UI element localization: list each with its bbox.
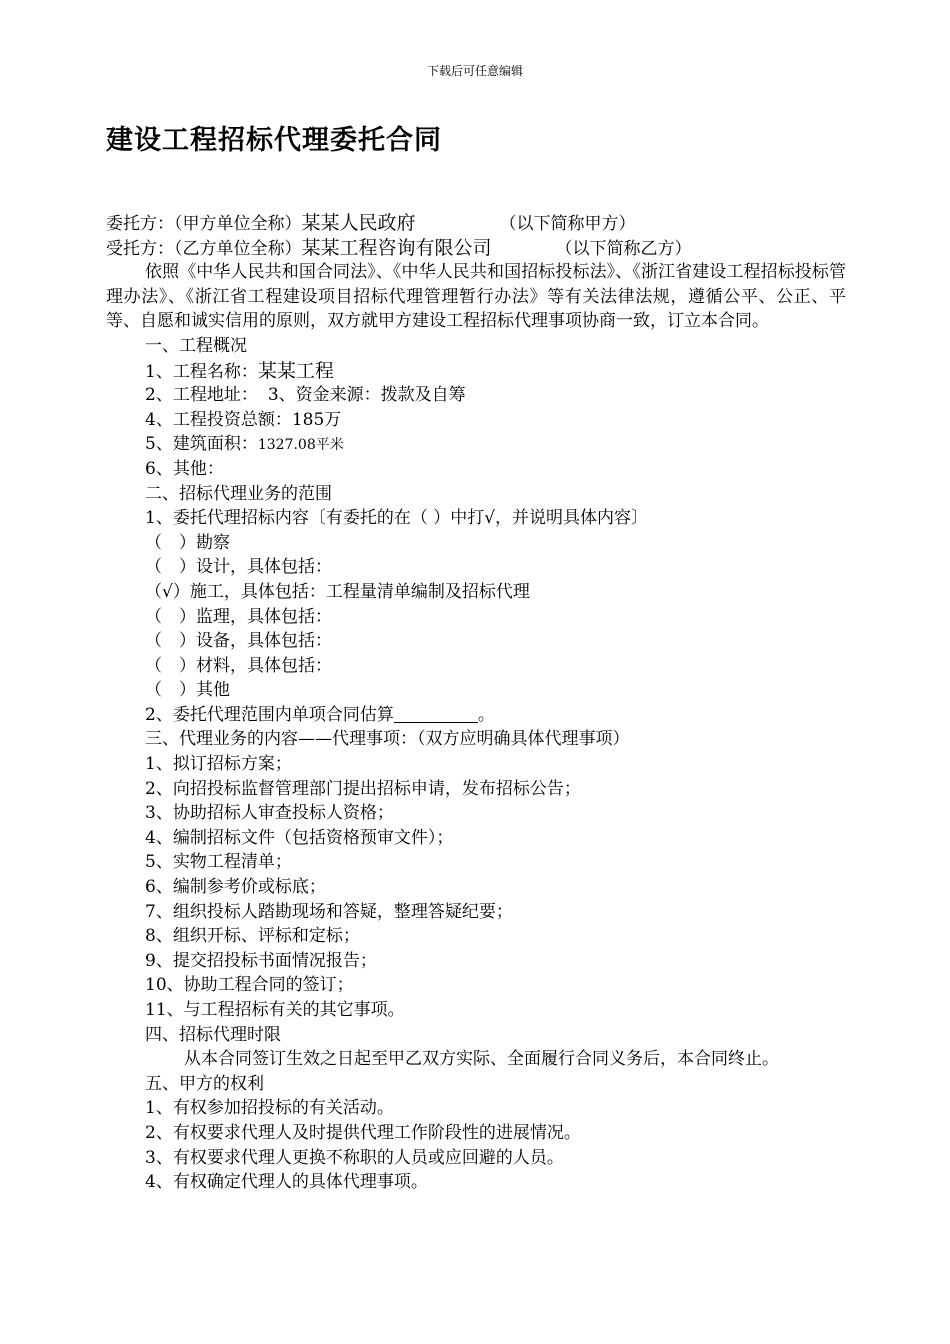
agency-item: 8、组织开标、评标和定标；	[145, 926, 360, 947]
party-a-name: 某某人民政府	[301, 212, 416, 234]
agency-item: 6、编制参考价或标底；	[145, 877, 326, 898]
scope-option: （ ）勘察	[145, 532, 230, 553]
other-line: 6、其他：	[145, 458, 224, 479]
agency-item: 3、协助招标人审查投标人资格；	[145, 803, 394, 824]
project-name-value: 某某工程	[257, 359, 334, 382]
rights-item: 3、有权要求代理人更换不称职的人员或应回避的人员。	[145, 1147, 564, 1168]
section1-heading: 一、工程概况	[145, 335, 247, 356]
intro-paragraph: 依照《中华人民共和国合同法》、《中华人民共和国招标投标法》、《浙江省建设工程招标投标管理办法》、《浙江省工程建设项目招标代理管理暂行办法》等有关法律法规，遵循公平、公正、平等、自愿和诚实信用的原则，双方就甲方建设工程招标代理事项协商一致，订立本合同。	[106, 262, 846, 332]
party-a-label: 委托方：（甲方单位全称）	[106, 214, 302, 234]
project-name-line	[106, 359, 846, 384]
section4-heading: 四、招标代理时限	[145, 1024, 281, 1045]
party-a-alias: （以下简称甲方）	[499, 214, 636, 234]
rights-item: 2、有权要求代理人及时提供代理工作阶段性的进展情况。	[145, 1122, 581, 1143]
address-label: 2、工程地址：	[145, 385, 258, 406]
term-text: 从本合同签订生效之日起至甲乙双方实际、全面履行合同义务后，本合同终止。	[184, 1049, 779, 1070]
agency-item: 7、组织投标人踏勘现场和答疑，整理答疑纪要；	[145, 901, 513, 922]
agency-item: 11、与工程招标有关的其它事项。	[145, 1000, 405, 1020]
page-title: 建设工程招标代理委托合同	[106, 125, 442, 156]
scope-option: （ ）材料，具体包括：	[145, 655, 332, 676]
area-label: 5、建筑面积：	[145, 434, 258, 455]
area-line	[106, 432, 846, 457]
investment-line: 4、工程投资总额：185万	[145, 409, 342, 430]
party-b-label: 受托方：（乙方单位全称）	[106, 238, 302, 259]
scope-item2-suffix: 。	[477, 704, 495, 725]
agency-item: 1、拟订招标方案；	[145, 754, 292, 775]
contract-body	[106, 211, 846, 1195]
party-a-line	[106, 211, 846, 236]
section3-heading: 三、代理业务的内容——代理事项：（双方应明确具体代理事项）	[145, 729, 630, 750]
rights-item: 4、有权确定代理人的具体代理事项。	[145, 1172, 428, 1193]
agency-item: 9、提交招投标书面情况报告；	[145, 950, 377, 971]
agency-item: 5、实物工程清单；	[145, 852, 292, 873]
party-b-alias: （以下简称乙方）	[555, 238, 692, 259]
header-note: 下载后可任意编辑	[426, 64, 523, 78]
scope-item2	[106, 703, 846, 728]
funding-source: 3、资金来源：拨款及自筹	[267, 385, 466, 406]
scope-item1: 1、委托代理招标内容〔有委托的在（ ）中打√，并说明具体内容〕	[145, 508, 649, 529]
agency-item: 10、协助工程合同的签订；	[145, 975, 354, 996]
party-b-name: 某某工程咨询有限公司	[301, 236, 492, 259]
scope-option: （√）施工，具体包括：工程量清单编制及招标代理	[145, 581, 530, 602]
scope-option: （ ）监理，具体包括：	[145, 606, 332, 627]
project-name-label: 1、工程名称：	[145, 361, 258, 382]
section2-heading: 二、招标代理业务的范围	[145, 483, 332, 504]
section5-heading: 五、甲方的权利	[145, 1073, 264, 1094]
rights-item: 1、有权参加招投标的有关活动。	[145, 1098, 394, 1119]
area-value: 1327.08平米	[257, 437, 344, 454]
scope-option: （ ）设计，具体包括：	[145, 557, 332, 578]
scope-option: （ ）设备，具体包括：	[145, 631, 332, 652]
address-funding-line	[106, 383, 846, 408]
estimate-blank[interactable]	[394, 704, 478, 723]
agency-item: 2、向招投标监督管理部门提出招标申请，发布招标公告；	[145, 778, 581, 799]
scope-item2-text: 2、委托代理范围内单项合同估算	[145, 704, 394, 725]
agency-item: 4、编制招标文件（包括资格预审文件）；	[145, 827, 454, 848]
scope-option: （ ）其他	[145, 680, 230, 701]
party-b-line	[106, 236, 846, 261]
